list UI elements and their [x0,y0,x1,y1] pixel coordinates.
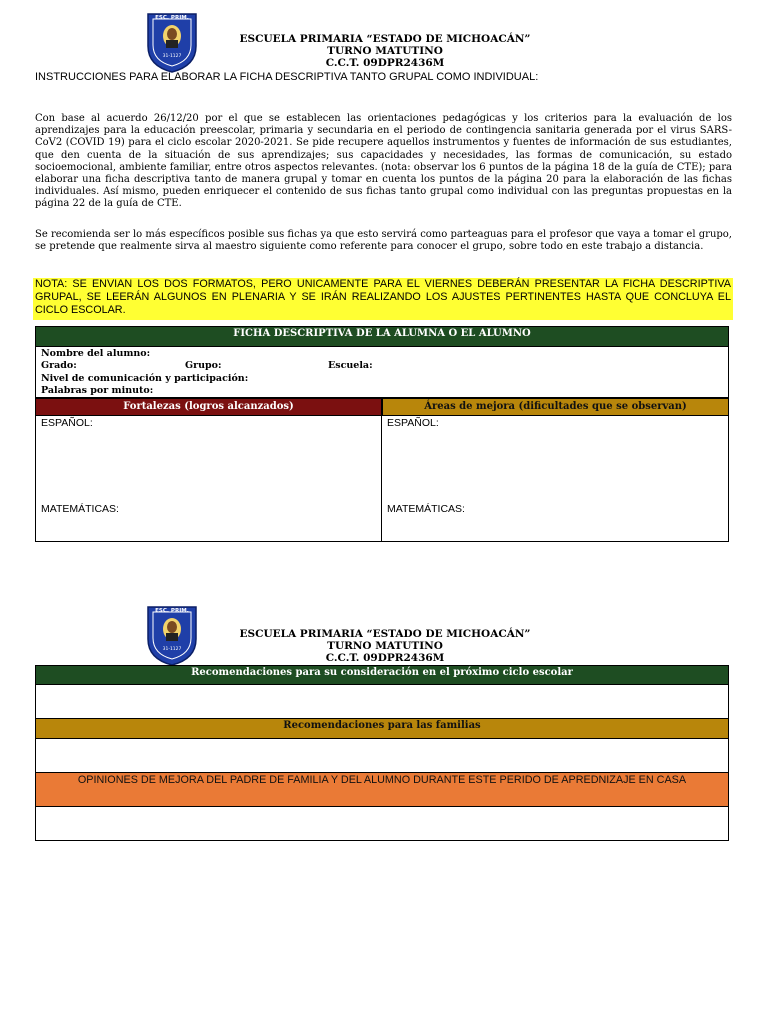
school-shift: TURNO MATUTINO [327,45,443,57]
areas-math-label: MATEMÁTICAS: [387,503,465,515]
school-logo-2 [144,603,200,667]
student-name-row [41,348,723,360]
strengths-column [35,398,382,542]
school-cct: C.C.T. 09DPR2436M [325,57,445,69]
strengths-spanish-label: ESPAÑOL: [41,417,93,429]
areas-spanish-label: ESPAÑOL: [387,417,439,429]
school-name: ESCUELA PRIMARIA “ESTADO DE MICHOACÁN” [239,33,531,45]
highlighted-note: NOTA: SE ENVIAN LOS DOS FORMATOS, PERO UNICAMENTE PARA EL VIERNES DEBERÁN PRESENTAR LA FICHA DESCRIPTIVA GRUPAL, SE LEERÁN ALGUNOS EN PLENARIA Y SE IRÁN REALIZANDO LOS AJUSTES PERTINENTES HASTA QUE CONCLUYA EL CICLO ESCOLAR. [33,278,733,320]
areas-column [382,398,729,542]
student-info [35,347,729,398]
strengths-body [35,416,382,542]
school-logo [144,10,200,74]
ficha-descriptiva [35,326,729,542]
school-shift-2: TURNO MATUTINO [327,640,443,652]
svg-text:ESC. PRIM.: ESC. PRIM. [155,15,189,21]
grade-row [41,360,723,372]
recommendations-table [35,665,729,841]
school-label: Escuela: [328,360,373,372]
areas-header: Áreas de mejora (dificultades que se observan) [382,398,729,416]
family-recommendations-header: Recomendaciones para las familias [35,719,729,739]
instructions-title: INSTRUCCIONES PARA ELABORAR LA FICHA DESCRIPTIVA TANTO GRUPAL COMO INDIVIDUAL: [35,71,539,83]
school-cct-2: C.C.T. 09DPR2436M [325,652,445,664]
parent-opinions-field[interactable] [35,807,729,841]
svg-text:ESC. PRIM.: ESC. PRIM. [155,608,189,614]
paragraph-agreement: Con base al acuerdo 26/12/20 por el que se establecen las orientaciones pedagógicas y los criterios para la evaluación de los aprendizajes para la educación preescolar, primaria y secundaria en el periodo de contingencia sanitaria generada por el virus SARS-CoV2 (COVID 19) para el ciclo escolar 2020-2021. Se pide recupere aquellos instrumentos y fuentes de información de sus estudiantes, que den cuenta de la situación de sus aprendizajes; sus capacidades y necesidades, las formas de comunicación, su estado socioemocional, ambiente familiar, entre otros aspectos relevantes. (nota: observar los 6 puntos de la página 18 de la guía de CTE); para elaborar una ficha descriptiva tanto de manera grupal y tomar en cuenta los puntos de la página 20 para la elaboración de las fichas individuales. Así mismo, pueden enriquecer el contenido de sus fichas tanto grupal como individual con las preguntas propuestas en la página 22 de la guía de CTE. [35,113,732,210]
school-header-2 [200,628,570,664]
words-row [41,385,723,397]
strengths-header: Fortalezas (logros alcanzados) [35,398,382,416]
parent-opinions-header: OPINIONES DE MEJORA DEL PADRE DE FAMILIA Y DEL ALUMNO DURANTE ESTE PERIDO DE APREDNIZAJE EN CASA [35,773,729,807]
group-label: Grupo: [185,360,222,372]
student-name-label: Nombre del alumno: [41,348,151,359]
words-per-minute-label: Palabras por minuto: [41,385,154,397]
level-row [41,373,723,385]
communication-level-label: Nivel de comunicación y participación: [41,372,249,384]
family-recommendations-field[interactable] [35,739,729,773]
areas-body [382,416,729,542]
school-header [200,33,570,69]
next-cycle-recommendations-header: Recomendaciones para su consideración en el próximo ciclo escolar [35,665,729,685]
ficha-title: FICHA DESCRIPTIVA DE LA ALUMNA O EL ALUMNO [35,326,729,347]
paragraph-recommendation: Se recomienda ser lo más específicos posible sus fichas ya que esto servirá como parteaguas para el profesor que vaya a tomar el grupo, se pretende que realmente sirva al maestro siguiente como referente para conocer el grupo, sobre todo en este trabajo a distancia. [35,229,732,253]
next-cycle-recommendations-field[interactable] [35,685,729,719]
svg-text:31-1127: 31-1127 [162,54,182,59]
grade-label: Grado: [41,360,77,372]
strengths-areas-columns [35,398,729,542]
strengths-math-label: MATEMÁTICAS: [41,503,119,515]
school-name-2: ESCUELA PRIMARIA “ESTADO DE MICHOACÁN” [239,628,531,640]
svg-text:31-1127: 31-1127 [162,647,182,652]
